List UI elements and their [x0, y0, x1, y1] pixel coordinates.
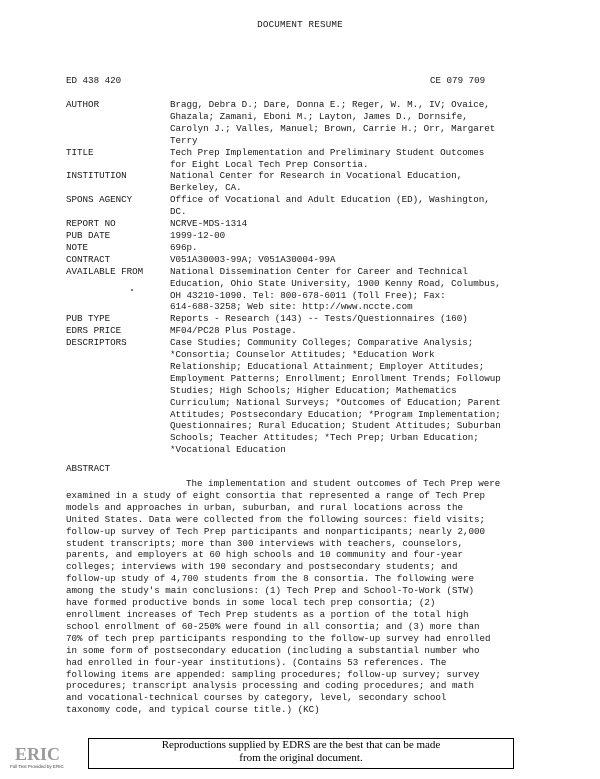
abstract-line: United States. Data were collected from the following sources: field visits; — [66, 513, 486, 525]
field-row — [66, 325, 501, 337]
eric-logo-subtitle: Full Text Provided by ERIC — [10, 764, 64, 769]
field-value-line: 1999-12-00 — [170, 229, 226, 241]
field-value-line: Carolyn J.; Valles, Manuel; Brown, Carrie H.; Orr, Margaret — [170, 122, 496, 134]
abstract-line: follow-up survey of Tech Prep participants and nonparticipants; nearly 2,000 — [66, 525, 486, 537]
field-value-line: Studies; High Schools; Higher Education; Mathematics — [170, 384, 457, 396]
field-row — [66, 99, 501, 147]
field-row — [66, 218, 501, 230]
field-value-line: Relationship; Educational Attainment; Employer Attitudes; — [170, 360, 485, 372]
field-value-line: National Dissemination Center for Career and Technical — [170, 265, 468, 277]
abstract-line: The implementation and student outcomes of Tech Prep were — [186, 478, 501, 489]
reproduction-notice — [88, 738, 514, 769]
field-value-line: Curriculum; National Surveys; *Outcomes of Education; Parent — [170, 396, 501, 408]
field-label: SPONS AGENCY — [66, 194, 133, 206]
abstract-line: taxonomy code, and typical course title.) (KC) — [66, 704, 320, 716]
field-label: EDRS PRICE — [66, 325, 122, 337]
ed-number: ED 438 420 — [66, 75, 122, 86]
speck — [131, 289, 133, 291]
field-value-line: Berkeley, CA. — [170, 182, 242, 194]
field-row — [66, 230, 501, 242]
field-value — [170, 230, 501, 242]
reproduction-notice-line2: from the original document. — [239, 752, 363, 764]
field-value — [170, 242, 501, 254]
field-row — [66, 147, 501, 171]
eric-logo — [14, 740, 61, 764]
field-value-line: National Center for Research in Vocational Education, — [170, 170, 463, 182]
field-value-line: Office of Vocational and Adult Education (ED), Washington, — [170, 194, 490, 206]
field-value — [170, 313, 501, 325]
field-value-line: Ghazala; Zamani, Eboni M.; Layton, James D., Dornsife, — [170, 110, 468, 122]
field-value — [170, 337, 501, 456]
field-row — [66, 194, 501, 218]
field-label: INSTITUTION — [66, 170, 127, 182]
field-value-line: *Consortia; Counselor Attitudes; *Education Work — [170, 349, 435, 361]
field-value-line: Reports - Research (143) -- Tests/Questionnaires (160) — [170, 313, 468, 325]
abstract-line: have formed productive bonds in some local tech prep consortia; (2) — [66, 597, 436, 609]
field-label: CONTRACT — [66, 253, 111, 265]
field-value — [170, 99, 501, 147]
field-value-line: 614-688-3258; Web site: http://www.nccte.com — [170, 301, 413, 313]
field-value-line: 696p. — [170, 241, 198, 253]
field-row — [66, 254, 501, 266]
field-row — [66, 313, 501, 325]
field-value — [170, 194, 501, 218]
abstract-line: enrollment increases of Tech Prep students as a portion of the total high — [66, 608, 469, 620]
field-value — [170, 170, 501, 194]
field-value-line: MF04/PC28 Plus Postage. — [170, 325, 297, 337]
field-label: NOTE — [66, 241, 89, 253]
field-value-line: Tech Prep Implementation and Preliminary Student Outcomes — [170, 146, 485, 158]
abstract-line: colleges; interviews with 190 secondary and postsecondary students; and — [66, 561, 458, 573]
field-value-line: Bragg, Debra D.; Dare, Donna E.; Reger, W. M., IV; Ovaice, — [170, 99, 490, 110]
field-value-line: Terry — [170, 134, 198, 146]
field-value — [170, 254, 501, 266]
abstract-line: in some form of postsecondary education (including a substantial number who — [66, 644, 480, 656]
reproduction-notice-line1: Reproductions supplied by EDRS are the best that can be made — [161, 739, 441, 751]
field-value — [170, 325, 501, 337]
field-label: AVAILABLE FROM — [66, 265, 144, 277]
eric-logo-mark — [14, 740, 61, 764]
abstract-line: parents, and employers at 60 high schools and 10 community and four-year — [66, 549, 463, 561]
abstract-line: among the study's main conclusions: (1) Tech Prep and School-To-Work (STW) — [66, 585, 474, 597]
field-value-line: V051A30003-99A; V051A30004-99A — [170, 253, 336, 265]
field-value-line: OH 43210-1090. Tel: 800-678-6011 (Toll Free); Fax: — [170, 289, 446, 301]
field-label: DESCRIPTORS — [66, 337, 127, 349]
field-value-line: Case Studies; Community Colleges; Comparative Analysis; — [170, 337, 474, 349]
field-value-line: Schools; Teacher Attitudes; *Tech Prep; Urban Education; — [170, 432, 479, 444]
field-value-line: DC. — [170, 206, 187, 218]
abstract-line: 70% of tech prep participants responding to the follow-up survey had enrolled — [66, 632, 491, 644]
field-value-line: Questionnaires; Rural Education; Student Attitudes; Suburban — [170, 420, 501, 432]
abstract-line: school enrollment of 60-250% were found in all consortia; and (3) more than — [66, 620, 480, 632]
field-value — [170, 218, 501, 230]
field-label: PUB TYPE — [66, 313, 111, 325]
field-value-line: Attitudes; Postsecondary Education; *Program Implementation; — [170, 408, 501, 420]
abstract-line: models and approaches in urban, suburban, and rural locations across the — [66, 501, 463, 513]
field-label: REPORT NO — [66, 218, 116, 230]
metadata-fields — [66, 99, 501, 456]
field-value-line: for Eight Local Tech Prep Consortia. — [170, 158, 369, 170]
eric-logo-text: ERIC — [15, 744, 61, 764]
field-value-line: NCRVE-MDS-1314 — [170, 218, 248, 230]
abstract-line: had enrolled in four-year institutions). (Contains 53 references. The — [66, 656, 447, 668]
field-row — [66, 242, 501, 254]
abstract-line: following items are appended: sampling procedures; follow-up survey; survey — [66, 668, 480, 680]
abstract-line: follow-up study of 4,700 students from the 8 consortia. The following were — [66, 573, 474, 585]
abstract-body — [66, 478, 500, 716]
field-row — [66, 337, 501, 456]
field-value — [170, 266, 501, 314]
field-value-line: Education, Ohio State University, 1900 Kenny Road, Columbus, — [170, 277, 501, 289]
field-label: TITLE — [66, 146, 94, 158]
field-label: PUB DATE — [66, 229, 111, 241]
abstract-label: ABSTRACT — [66, 463, 111, 474]
document-title: DOCUMENT RESUME — [257, 19, 343, 30]
field-value-line: *Vocational Education — [170, 444, 286, 456]
ce-number: CE 079 709 — [430, 75, 486, 86]
field-value — [170, 147, 501, 171]
abstract-line: procedures; transcript analysis processing and coding procedures; and math — [66, 680, 474, 692]
abstract-line: student transcripts; more than 300 interviews with teachers, counselors, — [66, 537, 463, 549]
field-label: AUTHOR — [66, 99, 100, 110]
abstract-line: and vocational-technical courses by category, level, secondary school — [66, 692, 447, 704]
field-value-line: Employment Patterns; Enrollment; Enrollment Trends; Followup — [170, 372, 501, 384]
field-row — [66, 170, 501, 194]
abstract-line: examined in a study of eight consortia that represented a range of Tech Prep — [66, 489, 486, 501]
